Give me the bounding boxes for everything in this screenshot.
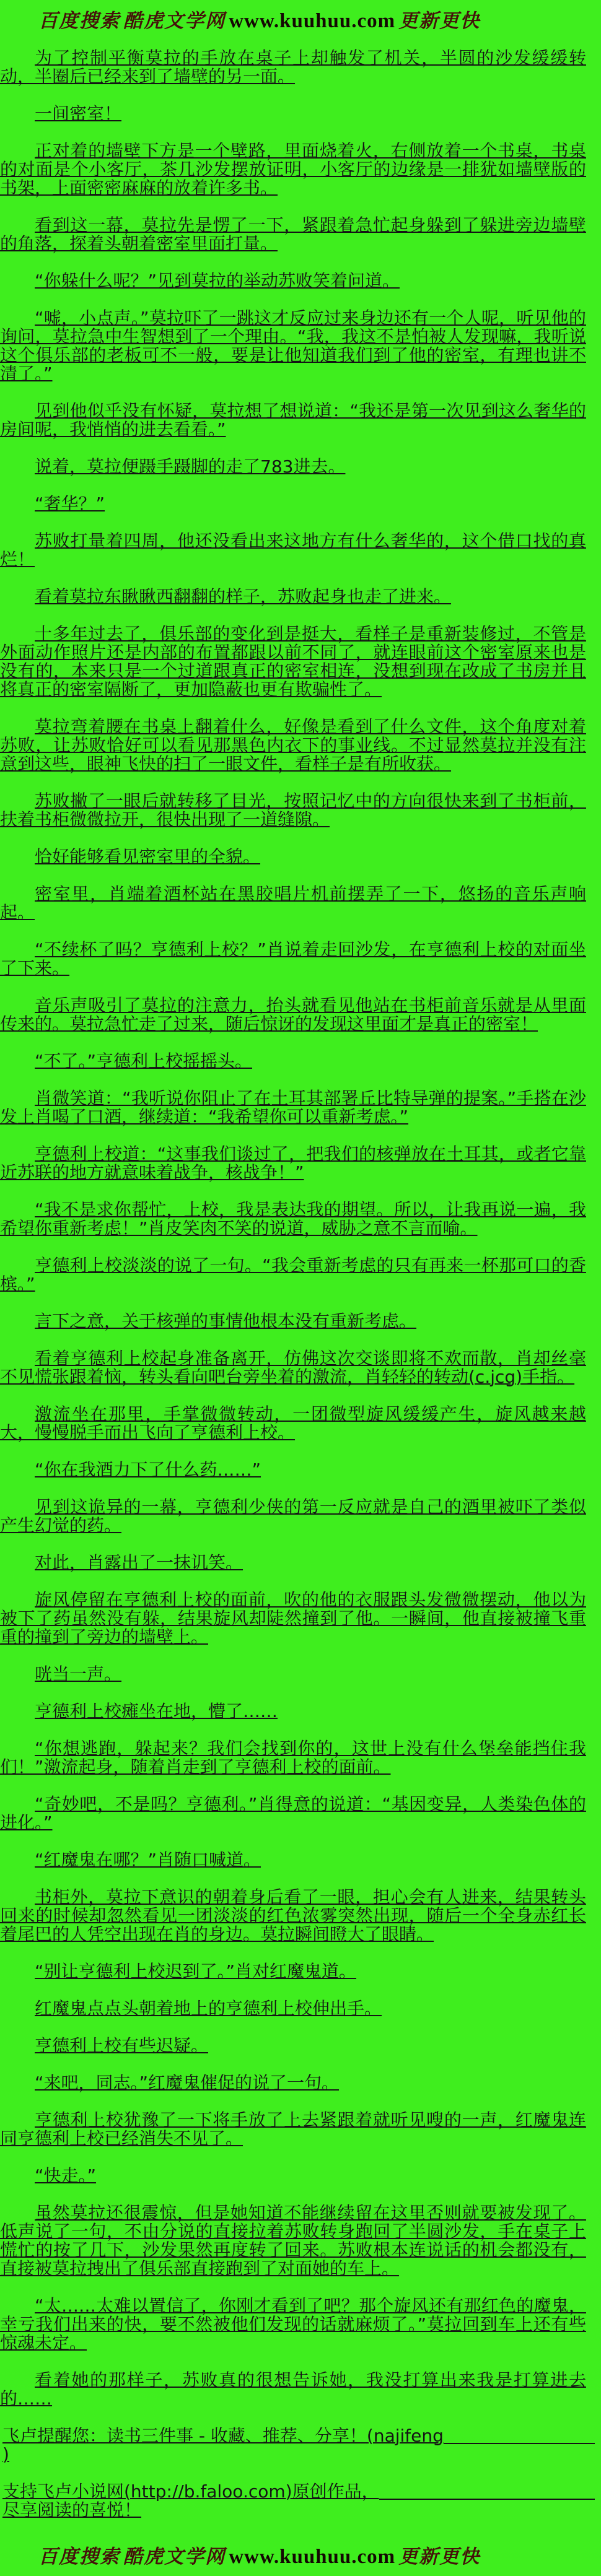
paragraph: “奇妙吧，不是吗？亨德利。”肖得意的说道：“基因变异，人类染色体的进化。” [0,1794,586,1833]
paragraph: 密室里，肖端着酒杯站在黑胶唱片机前摆弄了一下，悠扬的音乐声响起。 [0,884,586,923]
header-site-url: www.kuuhuu.com [229,10,396,32]
paragraph: 莫拉弯着腰在书桌上翻着什么，好像是看到了什么文件，这个角度对着苏败，让苏败恰好可以看见那黑色内衣下的事业线。不过显然莫拉并没有注意到这些，眼神飞快的扫了一眼文件，看样子是有所收获。 [0,716,586,774]
paragraph: 一间密室！ [35,103,122,124]
paragraph: 咣当一声。 [35,1664,122,1684]
paragraph: “太……太难以置信了，你刚才看到了吧？那个旋风还有那红色的魔鬼，幸亏我们出来的快，要不然被他们发现的话就麻烦了。”莫拉回到车上还有些惊魂未定。 [0,2295,586,2353]
paragraph: 亨德利上校淡淡的说了一句。“我会重新考虑的只有再来一杯那可口的香槟。” [0,1255,586,1294]
paragraph: 恰好能够看见密室里的全貌。 [35,846,261,867]
paragraph: 虽然莫拉还很震惊，但是她知道不能继续留在这里否则就要被发现了。低声说了一句，不由分说的直接拉着苏败转身跑回了半圆沙发，手在桌子上慌忙的按了几下，沙发果然再度转了回来。苏败根本连说话的机会都没有，直接被莫拉拽出了俱乐部直接跑到了对面她的车上。 [0,2203,586,2279]
paragraph: 言下之意，关于核弹的事情他根本没有重新考虑。 [35,1311,417,1331]
paragraph: 旋风停留在亨德利上校的面前，吹的他的衣服跟头发微微摆动，他以为被下了药虽然没有躲，结果旋风却陡然撞到了他。一瞬间，他直接被撞飞重重的撞到了旁边的墙壁上。 [0,1590,586,1647]
footer-site-url: www.kuuhuu.com [229,2546,396,2568]
header-baidu-search-text: 百度搜索 [38,10,120,32]
paragraph: 肖微笑道：“我听说你阻止了在土耳其部署丘比特导弹的提案。”手搭在沙发上肖喝了口酒，继续道：“我希望你可以重新考虑。” [0,1088,586,1127]
paragraph: 见到他似乎没有怀疑，莫拉想了想说道：“我还是第一次见到这么奢华的房间呢，我悄悄的进去看看。” [0,401,586,440]
underline-filler [379,2497,595,2500]
paragraph: 红魔鬼点点头朝着地上的亨德利上校伸出手。 [35,1998,382,2019]
paragraph: “奢华？” [35,494,105,514]
paragraph: “别让亨德利上校迟到了。”肖对红魔鬼道。 [35,1961,357,1982]
paragraph: 为了控制平衡莫拉的手放在桌子上却触发了机关，半圆的沙发缓缓转动，半圈后已经来到了墙壁的另一面。 [0,48,586,87]
paragraph: 苏败撇了一眼后就转移了目光，按照记忆中的方向很快来到了书柜前，扶着书柜微微拉开，很快出现了一道缝隙。 [0,791,586,830]
paragraph: 亨德利上校瘫坐在地，懵了…… [35,1701,278,1721]
paragraph: 说着，莫拉便蹑手蹑脚的走了783进去。 [35,456,346,477]
promo-block [0,2427,601,2520]
header-faster-updates-text: 更新更快 [398,10,481,32]
promo-reminder-wrap: ) [2,2444,9,2465]
promo-reminder-row [2,2427,595,2445]
paragraph: 苏败打量着四周，他还没看出来这地方有什么奢华的，这个借口找的真烂！ [0,531,586,570]
paragraph: 十多年过去了，俱乐部的变化到是挺大，看样子是重新装修过，不管是外面动作照片还是内部的布置都跟以前不同了，就连眼前这个密室原来也是没有的，本来只是一个过道跟真正的密室相连，没想到现在改成了书房并且将真正的密室隔断了，更加隐蔽也更有欺骗性了。 [0,624,586,700]
paragraph: 看到这一幕，莫拉先是愣了一下，紧跟着急忙起身躲到了躲进旁边墙壁的角落，探着头朝着密室里面打量。 [0,215,586,254]
paragraph: 看着莫拉东瞅瞅西翻翻的样子，苏败起身也走了进来。 [35,586,452,607]
paragraph: “我不是求你帮忙，上校，我是表达我的期望。所以，让我再说一遍，我希望你重新考虑！”肖皮笑肉不笑的说道，威胁之意不言而喻。 [0,1199,586,1238]
novel-text [0,49,601,2408]
paragraph: “不了。”亨德利上校摇摇头。 [35,1051,253,1071]
paragraph: 亨德利上校道：“这事我们谈过了，把我们的核弹放在土耳其，或者它靠近苏联的地方就意味着战争，核战争！” [0,1144,586,1183]
paragraph: “红魔鬼在哪？”肖随口喊道。 [35,1850,261,1870]
paragraph: 亨德利上校有些迟疑。 [35,2035,209,2056]
promo-support-row [2,2482,595,2501]
promo-support-wrap: 尽享阅读的喜悦！ [2,2500,142,2520]
paragraph: “你在我酒力下了什么药……” [35,1460,261,1480]
promo-gap [0,2464,601,2482]
footer-watermark [0,2541,601,2576]
header-site-name: 酷虎文学网 [123,10,226,32]
footer-faster-updates-text: 更新更快 [398,2546,481,2568]
paragraph: 激流坐在那里，手掌微微转动，一团微型旋风缓缓产生，旋风越来越大，慢慢脱手而出飞向了亨德利上校。 [0,1404,586,1443]
paragraph: “嘘，小点声。”莫拉吓了一跳这才反应过来身边还有一个人呢，听见他的询问，莫拉急中生智想到了一个理由。“我，我这不是怕被人发现嘛，我听说这个俱乐部的老板可不一般，要是让他知道我们到了他的密室，有理也讲不清了。” [0,308,586,384]
promo-support-text: 支持飞卢小说网(http://b.faloo.com)原创作品， [2,2481,379,2502]
paragraph: “你躲什么呢？”见到莫拉的举动苏败笑着问道。 [35,271,400,291]
promo-reminder-text: 飞卢提醒您：读书三件事 - 收藏、推荐、分享！(najifeng [2,2426,444,2446]
footer-site-name: 酷虎文学网 [123,2546,226,2568]
paragraph: 看着她的那样子，苏败真的很想告诉她，我没打算出来我是打算进去的…… [0,2370,586,2409]
paragraph: 音乐声吸引了莫拉的注意力，抬头就看见他站在书柜前音乐就是从里面传来的。莫拉急忙走了过来，随后惊讶的发现这里面才是真正的密室！ [0,995,586,1034]
paragraph: “来吧，同志。”红魔鬼催促的说了一句。 [35,2073,340,2093]
paragraph: “快走。” [35,2165,97,2186]
header-watermark [0,0,601,33]
footer-baidu-search-text: 百度搜索 [38,2546,120,2568]
underline-filler [444,2442,595,2444]
paragraph: 见到这诡异的一幕，亨德利少侠的第一反应就是自己的酒里被吓了类似产生幻觉的药。 [0,1497,586,1536]
paragraph: “你想逃跑，躲起来？我们会找到你的，这世上没有什么堡垒能挡住我们！”激流起身，随着肖走到了亨德利上校的面前。 [0,1738,586,1777]
paragraph: 亨德利上校犹豫了一下将手放了上去紧跟着就听见嗖的一声，红魔鬼连同亨德利上校已经消失不见了。 [0,2110,586,2149]
paragraph: 正对着的墙壁下方是一个壁路，里面烧着火，右侧放着一个书桌，书桌的对面是个小客厅，茶几沙发摆放证明，小客厅的边缘是一排犹如墙壁版的书架，上面密密麻麻的放着许多书。 [0,141,586,198]
paragraph: “不续杯了吗？亨德利上校？”肖说着走回沙发，在亨德利上校的对面坐了下来。 [0,939,586,978]
paragraph: 对此，肖露出了一抹讥笑。 [35,1552,243,1573]
paragraph: 书柜外，莫拉下意识的朝着身后看了一眼，担心会有人进来，结果转头回来的时候却忽然看见一团淡淡的红色浓雾突然出现，随后一个全身赤红长着尾巴的人凭空出现在肖的身边。莫拉瞬间瞪大了眼睛。 [0,1887,586,1944]
paragraph: 看着亨德利上校起身准备离开，仿佛这次交谈即将不欢而散，肖却丝毫不见慌张跟着恼，转头看向吧台旁坐着的激流，肖轻轻的转动(c.jcg)手指。 [0,1348,586,1387]
